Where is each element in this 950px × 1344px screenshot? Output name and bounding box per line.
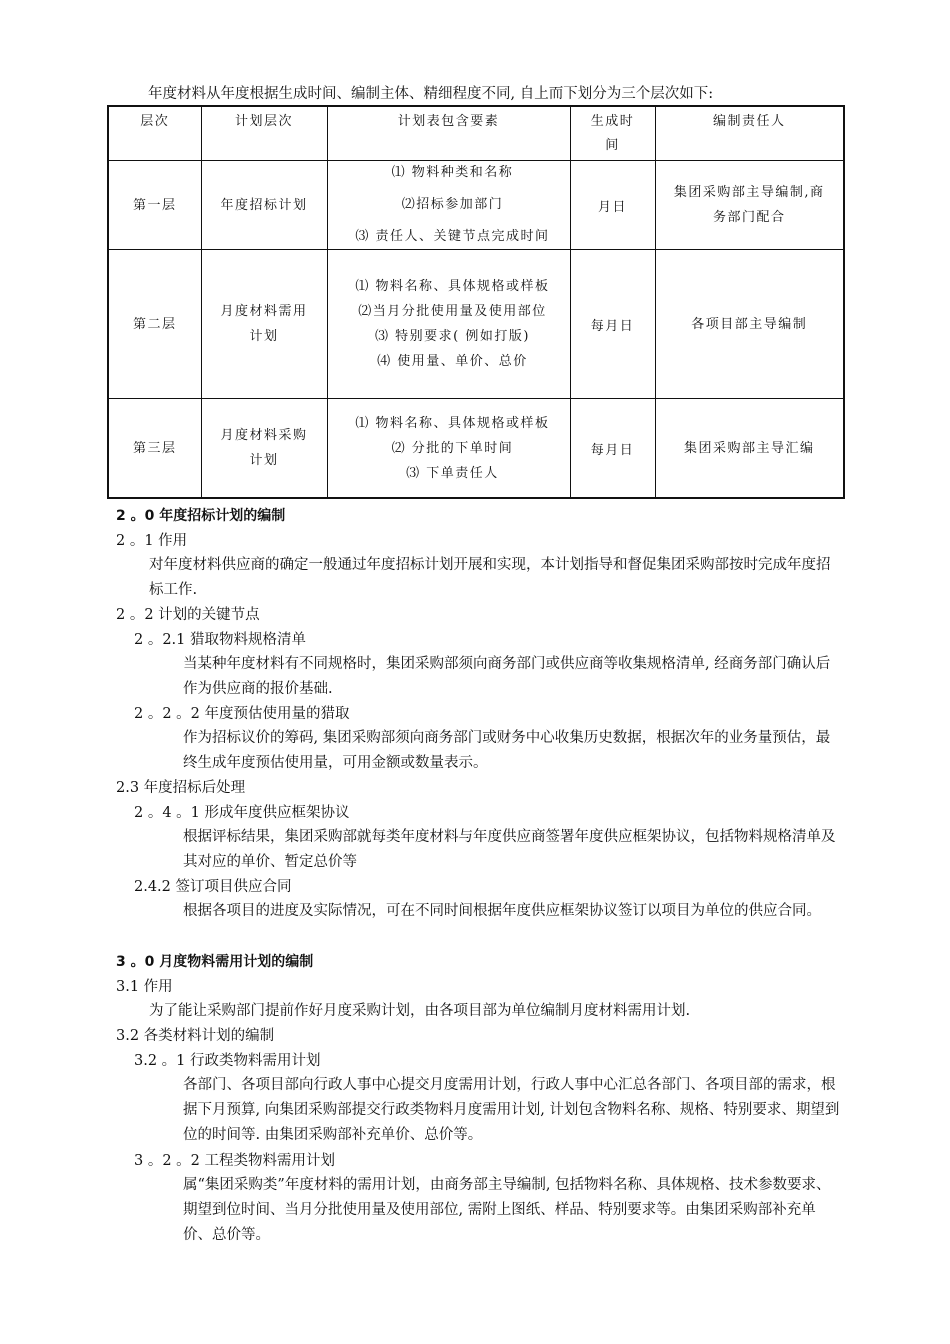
table-header-row: [108, 106, 844, 161]
section-2-4-2-heading: 2.4.2 签订项目供应合同: [134, 879, 292, 895]
element-item: ⑶ 责任人、关键节点完成时间: [355, 228, 550, 244]
section-2-4-2-body: 根据各项目的进度及实际情况，可在不同时间根据年度供应框架协议签订以项目为单位的供应合同。: [183, 903, 821, 919]
header-elements: 计划表包含要素: [327, 106, 570, 161]
elements-cell: [327, 250, 570, 399]
section-2-2-2-heading: 2 。2 。2 年度预估使用量的猎取: [134, 706, 350, 722]
element-item: ⑵ 分批的下单时间: [391, 440, 514, 456]
element-item: ⑷ 使用量、单价、总价: [377, 354, 528, 369]
section-2-2-1-body: 当某种年度材料有不同规格时，集团采购部须向商务部门或供应商等收集规格清单, 经商务部门确认后作为供应商的报价基础.: [183, 656, 831, 697]
section-2-2-2-body: 作为招标议价的筹码, 集团采购部须向商务部门或财务中心收集历史数据，根据次年的业务量预估，最终生成年度预估使用量，可用金额或数量表示。: [183, 730, 831, 771]
element-item: ⑴ 物料名称、具体规格或样板: [355, 415, 550, 431]
intro-text: 年度材料从年度根据生成时间、编制主体、精细程度不同, 自上而下划分为三个层次如下:: [148, 86, 714, 102]
owner-cell: 集团采购部主导编制,商务部门配合: [655, 161, 844, 250]
owner-cell: 各项目部主导编制: [655, 250, 844, 399]
section-3-2-2-body: 属“集团采购类”年度材料的需用计划，由商务部主导编制, 包括物料名称、具体规格、技术参数要求、期望到位时间、当月分批使用量及使用部位, 需附上图纸、样品、特别要求等。由集团采购部补充单价、总价等。: [183, 1177, 831, 1243]
section-2-2-1-heading: 2 。2.1 猎取物料规格清单: [134, 632, 307, 648]
table-row: [108, 250, 844, 399]
element-item: ⑵当月分批使用量及使用部位: [358, 304, 547, 319]
element-item: ⑶ 特别要求( 例如打版): [375, 329, 530, 344]
element-item: ⑵招标参加部门: [401, 196, 504, 212]
section-2-4-1-body: 根据评标结果，集团采购部就每类年度材料与年度供应商签署年度供应框架协议，包括物料规格清单及其对应的单价、暂定总价等: [183, 829, 836, 870]
section-3-1-heading: 3.1 作用: [116, 979, 173, 995]
section-3-1-body: 为了能让采购部门提前作好月度采购计划，由各项目部为单位编制月度材料需用计划.: [149, 1003, 691, 1019]
section-2-1-body: 对年度材料供应商的确定一般通过年度招标计划开展和实现，本计划指导和督促集团采购部按时完成年度招标工作.: [149, 557, 831, 598]
plan-name-cell: 月度材料需用计划: [201, 250, 327, 399]
header-owner: 编制责任人: [655, 106, 844, 161]
section-2-2-heading: 2 。2 计划的关键节点: [116, 607, 260, 623]
section-3-2-1-heading: 3.2 。1 行政类物料需用计划: [134, 1053, 321, 1069]
level-cell: 第一层: [108, 161, 201, 250]
level-cell: 第二层: [108, 250, 201, 399]
element-item: ⑶ 下单责任人: [406, 465, 499, 481]
table-row: [108, 161, 844, 250]
level-cell: 第三层: [108, 399, 201, 499]
owner-cell: 集团采购部主导汇编: [655, 399, 844, 499]
element-item: ⑴ 物料种类和名称: [391, 164, 514, 180]
section-2-3-heading: 2.3 年度招标后处理: [116, 780, 246, 796]
section-3-2-1-body: 各部门、各项目部向行政人事中心提交月度需用计划，行政人事中心汇总各部门、各项目部的需求，根据下月预算, 向集团采购部提交行政类物料月度需用计划, 计划包含物料名称、规格、特别要求、期望到位的时间等. 由集团采购部补充单价、总价等。: [183, 1077, 840, 1143]
section-3-2-2-heading: 3 。2 。2 工程类物料需用计划: [134, 1153, 336, 1169]
time-cell: 月日: [570, 161, 655, 250]
time-cell: 每月日: [570, 250, 655, 399]
section-3-heading: 3 。0 月度物料需用计划的编制: [116, 954, 314, 970]
time-cell: 每月日: [570, 399, 655, 499]
plan-levels-table: [107, 105, 845, 499]
element-item: ⑴ 物料名称、具体规格或样板: [355, 279, 550, 294]
header-plan-level: 计划层次: [201, 106, 327, 161]
section-2-4-1-heading: 2 。4 。1 形成年度供应框架协议: [134, 805, 350, 821]
table-row: [108, 399, 844, 499]
plan-name-cell: 月度材料采购计划: [201, 399, 327, 499]
header-time: 生成时间: [570, 106, 655, 161]
header-level: 层次: [108, 106, 201, 161]
elements-cell: [327, 399, 570, 499]
section-2-1-heading: 2 。1 作用: [116, 533, 188, 549]
plan-name-cell: 年度招标计划: [201, 161, 327, 250]
elements-cell: [327, 161, 570, 250]
section-3-2-heading: 3.2 各类材料计划的编制: [116, 1028, 275, 1044]
section-2-heading: 2 。0 年度招标计划的编制: [116, 508, 286, 524]
